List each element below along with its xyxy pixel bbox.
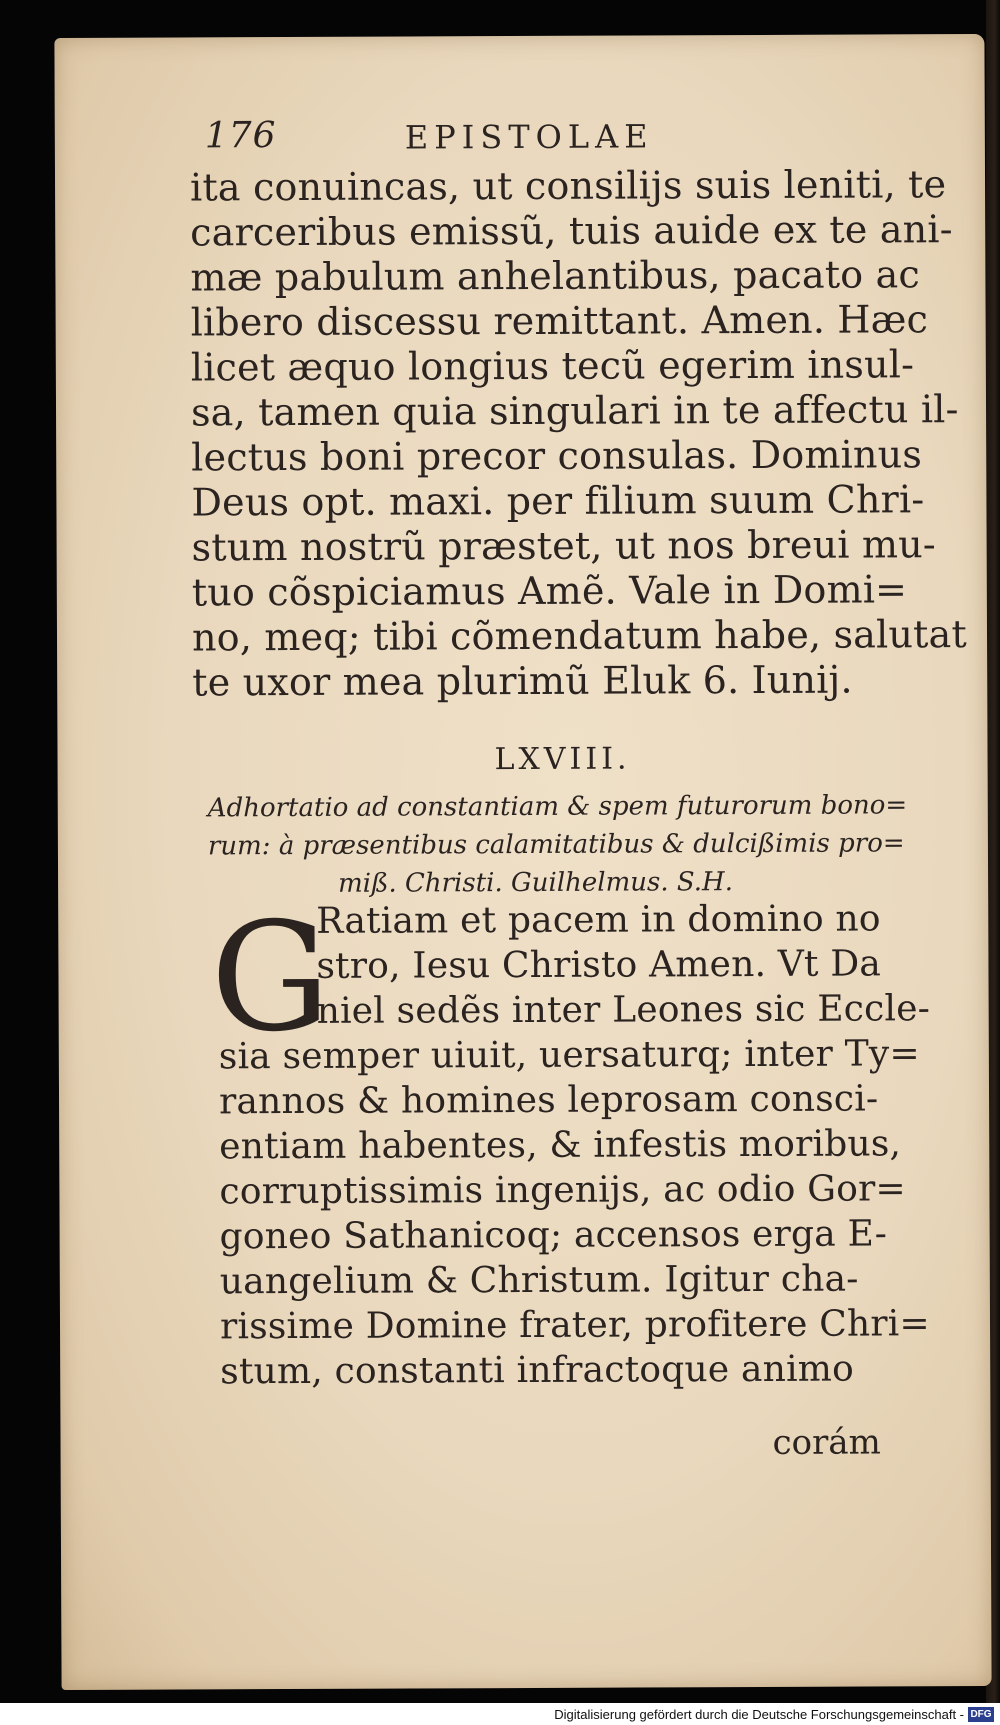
text-line: carceribus emissũ, tuis auide ex te ani-	[190, 207, 953, 255]
text-line: Deus opt. maxi. per filium suum Chri-	[191, 477, 925, 525]
funding-notice: Digitalisierung gefördert durch die Deutsche Forschungsgemeinschaft -	[554, 1707, 964, 1722]
letter-number: LXVIII.	[494, 741, 631, 778]
text-line: rissime Domine frater, profitere Chri=	[219, 1303, 930, 1348]
previous-letter-text	[189, 162, 968, 705]
text-line: Ratiam et pacem in domino no	[316, 898, 881, 942]
heading-line: Adhortatio ad constantiam & spem futurorum bono=	[207, 790, 908, 824]
text-line: rannos & homines leprosam consci-	[218, 1078, 879, 1123]
drop-cap-initial: G	[210, 890, 331, 1066]
text-line: tuo cõspiciamus Amẽ. Vale in Domi=	[191, 567, 908, 615]
running-title: EPISTOLAE	[404, 117, 654, 157]
text-line: stum, constanti infractoque animo	[220, 1348, 855, 1393]
book-page	[54, 34, 991, 1690]
text-line: stro, Iesu Christo Amen. Vt Da	[316, 943, 882, 987]
text-line: lectus boni precor consulas. Dominus	[191, 432, 923, 480]
running-head	[205, 113, 805, 166]
text-line: stum nostrũ præstet, ut nos breui mu-	[191, 522, 936, 570]
text-line: ita conuincas, ut consilijs suis leniti, te	[189, 162, 947, 210]
text-line: mæ pabulum anhelantibus, pacato ac	[190, 252, 921, 300]
text-line: te uxor mea plurimũ Eluk 6. Iunij.	[192, 657, 853, 705]
text-line: entiam habentes, & infestis moribus,	[219, 1123, 902, 1168]
text-line: sa, tamen quia singulari in te affectu il-	[190, 387, 959, 435]
text-line: corruptissimis ingenijs, ac odio Gor=	[219, 1168, 906, 1213]
page-number: 176	[204, 115, 277, 157]
dfg-logo-icon: DFG	[968, 1707, 994, 1722]
digitization-footer	[0, 1703, 1000, 1725]
text-line: uangelium & Christum. Igitur cha-	[219, 1258, 859, 1303]
text-line: licet æquo longius tecũ egerim insul-	[190, 342, 915, 390]
letter-heading	[208, 786, 908, 903]
heading-line: miß. Christi. Guilhelmus. S.H.	[338, 867, 733, 899]
catchword: corám	[772, 1422, 881, 1463]
text-line: sia semper uiuit, uersaturq; inter Ty=	[218, 1033, 920, 1078]
text-line: goneo Sathanicoq; accensos erga E-	[219, 1213, 888, 1258]
text-line: no, meq; tibi cõmendatum habe, salutat	[191, 612, 968, 660]
heading-line: rum: à præsentibus calamitatibus & dulcißimis pro=	[207, 828, 905, 862]
text-line: niel sedẽs inter Leones sic Eccle-	[316, 988, 931, 1032]
letter-body-text	[218, 896, 931, 1394]
text-line: libero discessu remittant. Amen. Hæc	[190, 297, 929, 345]
